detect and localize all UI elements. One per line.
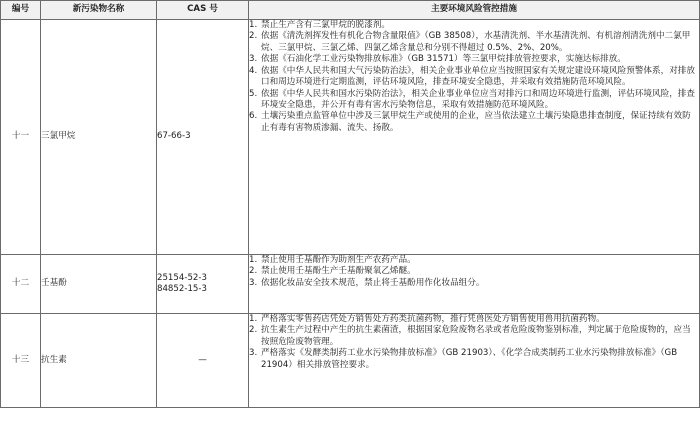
row-number: 十二 — [1, 255, 41, 314]
control-measures — [249, 20, 700, 255]
cas-number — [157, 255, 249, 314]
measure-item: 2. 禁止使用壬基酚生产壬基酚聚氧乙烯醚。 — [249, 266, 416, 277]
cas-value: 84852-15-3 — [157, 284, 207, 294]
header-measures: 主要环境风险管控措施 — [249, 1, 700, 20]
pollutant-name: 抗生素 — [41, 314, 157, 408]
control-measures — [249, 314, 700, 408]
measure-item: 3. 严格落实《发酵类制药工业水污染物排放标准》（GB 21903）、《化学合成类制药工业水污染物排放标准》（GB 21904）相关排放管控要求。 — [249, 348, 678, 370]
measure-item: 6. 土壤污染重点监管单位中涉及三氯甲烷生产或使用的企业，应当依法建立土壤污染隐患排查制度，保证持续有效防止有毒有害物质渗漏、流失、扬散。 — [249, 111, 691, 133]
cas-value: — — [198, 354, 207, 365]
cas-number — [157, 314, 249, 408]
table-row — [1, 314, 700, 408]
header-name: 新污染物名称 — [41, 1, 157, 20]
header-cas: CAS 号 — [157, 1, 249, 20]
measure-item: 4. 依据《中华人民共和国大气污染防治法》，相关企业事业单位应当按照国家有关规定建设环境风险预警体系，对排放口和周边环境进行定期监测，评估环境风险，排查环境安全隐患，并采取有效措施防范环境风险。 — [249, 65, 695, 88]
measure-item: 3. 依据《石油化学工业污染物排放标准》（GB 31571）等三氯甲烷排放管控要求，实施达标排放。 — [249, 54, 626, 65]
measure-item: 1. 严格落实零售药店凭处方销售处方药类抗菌药物，推行凭兽医处方销售使用兽用抗菌药物。 — [249, 314, 605, 324]
measure-item: 1. 禁止使用壬基酚作为助剂生产农药产品。 — [249, 255, 416, 265]
row-number: 十三 — [1, 314, 41, 408]
table-row — [1, 255, 700, 314]
table-row — [1, 20, 700, 255]
measure-item: 2. 抗生素生产过程中产生的抗生素菌渣，根据国家危险废物名录或者危险废物鉴别标准，判定属于危险废物的，应当按照危险废物管理。 — [249, 325, 691, 347]
measure-item: 5. 依据《中华人民共和国水污染防治法》，相关企业事业单位应当对排污口和周边环境进行监测，评估环境风险，排查环境安全隐患，并公开有毒有害水污染物信息，采取有效措施防范环境风险。 — [249, 88, 695, 110]
cas-number — [157, 20, 249, 255]
cas-value: 25154-52-3 — [157, 272, 207, 283]
table-header-row — [1, 1, 700, 20]
measure-item: 2. 依据《清洗剂挥发性有机化合物含量限值》（GB 38508），水基清洗剂、半水基清洗剂、有机溶剂清洗剂中二氯甲烷、三氯甲烷、三氯乙烯、四氯乙烯含量总和分别不得超过 0.5%、2%、20%。 — [249, 31, 691, 53]
measure-item: 1. 禁止生产含有三氯甲烷的脱漆剂。 — [249, 20, 390, 30]
control-measures — [249, 255, 700, 314]
pollutant-name: 壬基酚 — [41, 255, 157, 314]
header-number: 编号 — [1, 1, 41, 20]
pollutant-name: 三氯甲烷 — [41, 20, 157, 255]
cas-value: 67-66-3 — [157, 131, 191, 142]
measure-item: 3. 依据化妆品安全技术规范，禁止将壬基酚用作化妆品组分。 — [249, 277, 485, 288]
row-number: 十一 — [1, 20, 41, 255]
